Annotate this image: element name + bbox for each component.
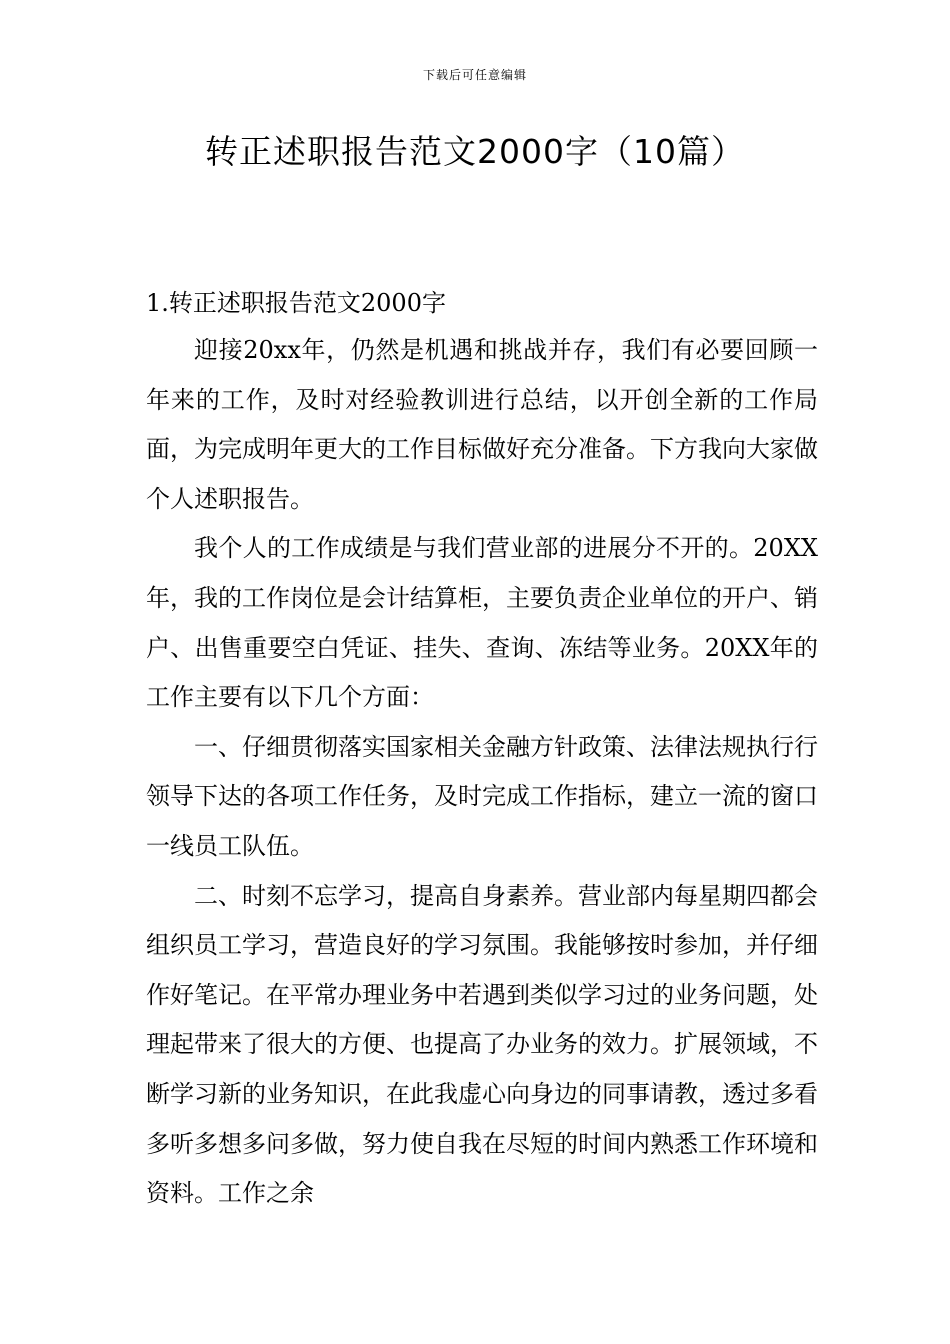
- paragraph: 我个人的工作成绩是与我们营业部的进展分不开的。20XX年，我的工作岗位是会计结算柜，主要负责企业单位的开户、销户、出售重要空白凭证、挂失、查询、冻结等业务。20XX年的工作主要有以下几个方面：: [146, 534, 818, 712]
- paragraph: 一、仔细贯彻落实国家相关金融方针政策、法律法规执行行领导下达的各项工作任务，及时完成工作指标，建立一流的窗口一线员工队伍。: [146, 732, 818, 860]
- paragraph: 迎接20xx年，仍然是机遇和挑战并存，我们有必要回顾一年来的工作，及时对经验教训进行总结，以开创全新的工作局面，为完成明年更大的工作目标做好充分准备。下方我向大家做个人述职报告。: [146, 336, 818, 513]
- document-body: [146, 326, 818, 1219]
- page-header: 下载后可任意编辑: [422, 68, 527, 82]
- document-title: 转正述职报告范文2000字（10篇）: [205, 132, 745, 171]
- section-heading: 1.转正述职报告范文2000字: [146, 289, 446, 317]
- paragraph: 二、时刻不忘学习，提高自身素养。营业部内每星期四都会组织员工学习，营造良好的学习氛围。我能够按时参加，并仔细作好笔记。在平常办理业务中若遇到类似学习过的业务问题，处理起带来了很大的方便、也提高了办业务的效力。扩展领域，不断学习新的业务知识，在此我虚心向身边的同事请教，透过多看多听多想多问多做，努力使自我在尽短的时间内熟悉工作环境和资料。工作之余: [146, 881, 818, 1208]
